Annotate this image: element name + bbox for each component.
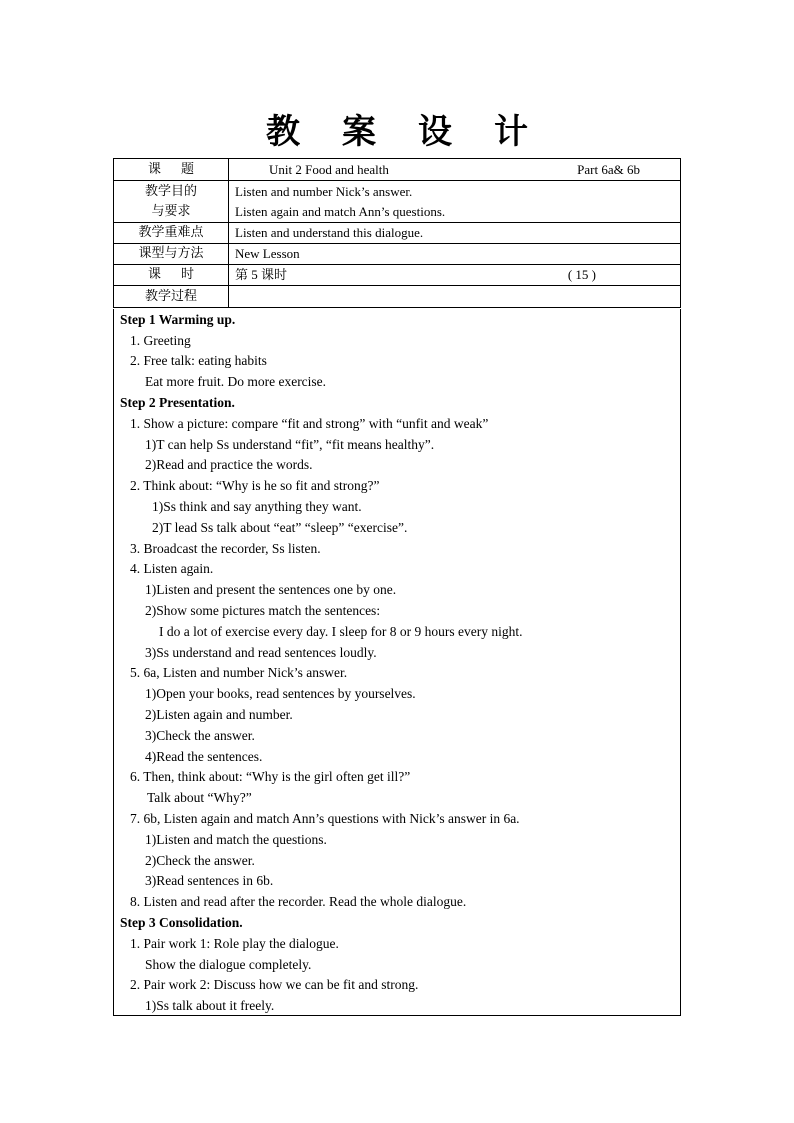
title-char: 计 — [494, 112, 528, 152]
body-line: Eat more fruit. Do more exercise. — [145, 374, 327, 389]
period-count: ( 15 ) — [567, 267, 596, 282]
row-key-points — [114, 223, 681, 244]
body-line: 1. Show a picture: compare “fit and strong” with “unfit and weak” — [130, 416, 489, 431]
key-points-label: 教学重难点 — [114, 223, 229, 244]
body-line: 4. Listen again. — [130, 561, 214, 576]
row-process — [114, 286, 681, 308]
step-heading: Step 2 Presentation. — [120, 395, 235, 410]
goals-value — [229, 181, 681, 223]
body-line: I do a lot of exercise every day. I sleep for 8 or 9 hours every night. — [159, 624, 523, 639]
lesson-type-label: 课型与方法 — [114, 244, 229, 265]
body-line: 7. 6b, Listen again and match Ann’s questions with Nick’s answer in 6a. — [130, 811, 520, 826]
goal-line: Listen and number Nick’s answer. — [235, 183, 413, 199]
lesson-type-value: New Lesson — [229, 244, 681, 265]
step-heading: Step 1 Warming up. — [120, 312, 236, 327]
body-line: 2)Read and practice the words. — [145, 457, 313, 472]
body-line: 1. Greeting — [130, 333, 191, 348]
topic-part: Part 6a& 6b — [577, 161, 640, 177]
body-line: 2. Free talk: eating habits — [130, 353, 267, 368]
body-line: 1. Pair work 1: Role play the dialogue. — [130, 936, 339, 951]
body-line: 3)Check the answer. — [145, 728, 255, 743]
body-line: 6. Then, think about: “Why is the girl often get ill?” — [130, 769, 411, 784]
body-line: 2)Check the answer. — [145, 853, 255, 868]
body-line: 4)Read the sentences. — [145, 749, 263, 764]
body-line: Talk about “Why?” — [147, 790, 252, 805]
body-line: 3)Ss understand and read sentences loudly. — [145, 645, 377, 660]
title-char: 案 — [342, 112, 376, 152]
goals-label: 教学目的 与要求 — [114, 181, 229, 223]
row-lesson-type — [114, 244, 681, 265]
topic-value — [229, 159, 681, 181]
body-line: 2)Show some pictures match the sentences: — [145, 603, 381, 618]
goal-line: Listen again and match Ann’s questions. — [235, 203, 446, 219]
body-line: 1)Ss talk about it freely. — [145, 998, 275, 1013]
body-line: Show the dialogue completely. — [145, 957, 312, 972]
period-text: 第 5 课时 — [235, 267, 288, 282]
body-line: 1)T can help Ss understand “fit”, “fit means healthy”. — [145, 437, 435, 452]
body-line: 2)T lead Ss talk about “eat” “sleep” “exercise”. — [152, 520, 408, 535]
body-line: 3. Broadcast the recorder, Ss listen. — [130, 541, 321, 556]
body-line: 1)Listen and match the questions. — [145, 832, 327, 847]
key-points-value: Listen and understand this dialogue. — [229, 223, 681, 244]
row-topic — [114, 159, 681, 181]
period-label: 课 时 — [114, 265, 229, 286]
body-line: 2. Think about: “Why is he so fit and strong?” — [130, 478, 380, 493]
body-line: 2. Pair work 2: Discuss how we can be fit and strong. — [130, 977, 419, 992]
body-line: 5. 6a, Listen and number Nick’s answer. — [130, 665, 348, 680]
body-line: 1)Open your books, read sentences by yourselves. — [145, 686, 416, 701]
title-char: 设 — [418, 112, 452, 152]
body-line: 1)Listen and present the sentences one by one. — [145, 582, 397, 597]
row-period — [114, 265, 681, 286]
title-char: 教 — [266, 112, 300, 152]
process-label: 教学过程 — [114, 286, 229, 308]
process-value — [229, 286, 681, 308]
body-line: 8. Listen and read after the recorder. Read the whole dialogue. — [130, 894, 467, 909]
body-line: 1)Ss think and say anything they want. — [152, 499, 362, 514]
body-line: 2)Listen again and number. — [145, 707, 293, 722]
lesson-header-table — [113, 158, 681, 308]
topic-unit: Unit 2 Food and health — [269, 161, 389, 177]
topic-label: 课 题 — [114, 159, 229, 181]
teaching-process-box — [113, 309, 681, 1016]
page-title — [0, 104, 794, 153]
body-line: 3)Read sentences in 6b. — [145, 873, 274, 888]
period-value — [229, 265, 681, 286]
step-heading: Step 3 Consolidation. — [120, 915, 243, 930]
row-goals — [114, 181, 681, 223]
